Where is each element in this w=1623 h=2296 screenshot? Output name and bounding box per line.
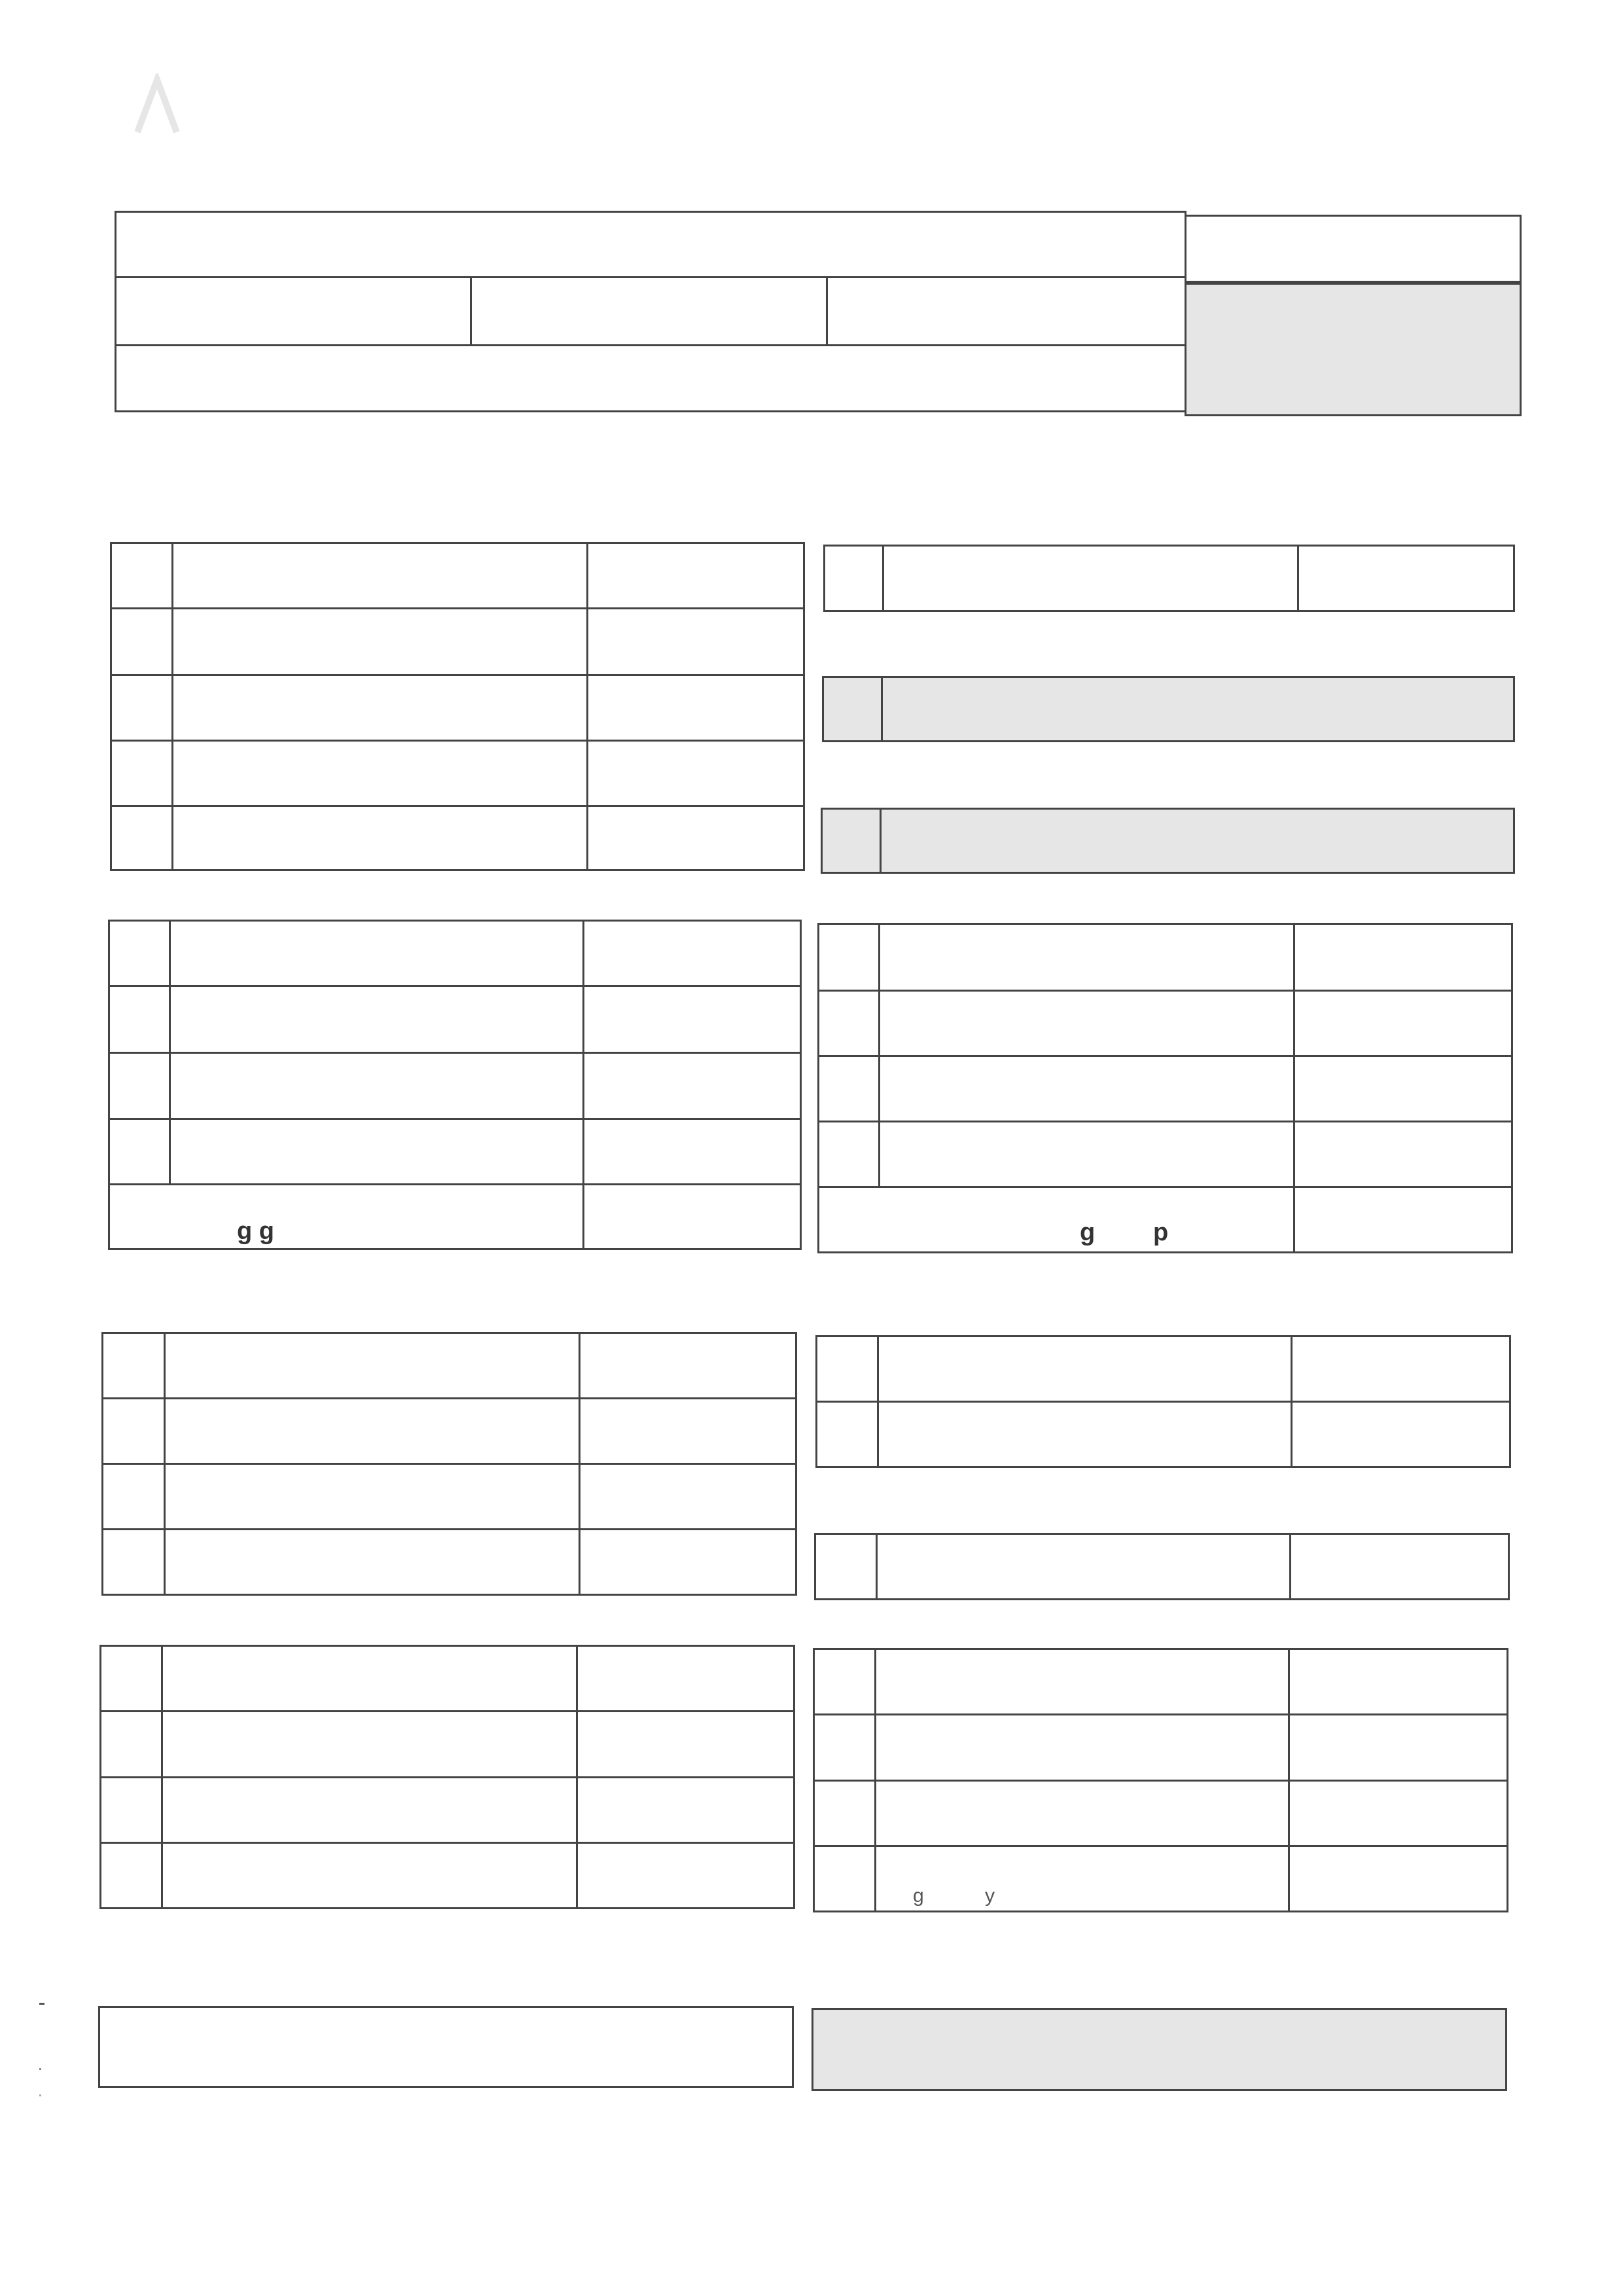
table-row-divider <box>815 1401 1511 1403</box>
table-3-right-b-num-col <box>876 1533 878 1600</box>
table-row-divider <box>813 1780 1508 1782</box>
table-1-left-num-col <box>171 542 173 871</box>
reference-field[interactable] <box>1185 215 1522 283</box>
margin-mark <box>39 2068 41 2070</box>
office-use-shaded-box-bottom <box>812 2008 1507 2091</box>
stray-letters: g g <box>237 1217 274 1245</box>
table-1-right-answer-col <box>1297 545 1299 612</box>
table-row-divider <box>813 1713 1508 1715</box>
table-row-divider <box>101 1463 797 1465</box>
margin-mark <box>39 2003 45 2005</box>
identity-col-divider-1 <box>470 276 472 344</box>
table-row-divider <box>108 1183 802 1185</box>
stray-letter: g <box>1080 1219 1096 1246</box>
identity-row-divider-2 <box>115 344 1186 346</box>
shaded-row-2 <box>821 808 1515 874</box>
table-3-right-b <box>814 1533 1510 1600</box>
table-row-divider <box>99 1842 795 1844</box>
table-row-divider <box>108 1118 802 1120</box>
table-row-divider <box>817 1186 1513 1188</box>
identity-box <box>115 211 1186 412</box>
table-2-left-answer-col <box>582 920 584 1250</box>
table-row-divider <box>101 1528 797 1530</box>
table-row-divider <box>817 1121 1513 1122</box>
table-row-divider <box>110 674 805 676</box>
shaded-row-1 <box>822 676 1515 742</box>
table-row-divider <box>99 1710 795 1712</box>
shaded-row-1-num-col <box>881 676 883 742</box>
office-use-shaded-box <box>1185 283 1522 416</box>
table-2-right <box>817 923 1513 1253</box>
signature-box[interactable] <box>98 2006 794 2088</box>
logo-mark-icon <box>131 73 183 139</box>
margin-mark <box>39 2094 41 2096</box>
table-3-right-b-answer-col <box>1289 1533 1291 1600</box>
table-1-left-answer-col <box>586 542 588 871</box>
table-row-divider <box>108 985 802 987</box>
table-row-divider <box>817 1055 1513 1057</box>
table-2-right-answer-col <box>1293 923 1295 1253</box>
table-2-left <box>108 920 802 1250</box>
table-row-divider <box>99 1776 795 1778</box>
stray-letter: y <box>985 1885 995 1907</box>
table-row-divider <box>110 740 805 742</box>
table-1-left <box>110 542 805 871</box>
table-row-divider <box>110 805 805 807</box>
identity-row-divider-1 <box>115 276 1186 278</box>
stray-letter: p <box>1153 1219 1169 1246</box>
identity-col-divider-2 <box>826 276 828 344</box>
stray-letter: g <box>913 1885 924 1907</box>
table-row-divider <box>101 1397 797 1399</box>
table-1-right <box>823 545 1515 612</box>
table-1-right-num-col <box>882 545 884 612</box>
shaded-row-2-num-col <box>880 808 882 874</box>
table-row-divider <box>813 1845 1508 1847</box>
table-row-divider <box>817 990 1513 992</box>
table-row-divider <box>108 1052 802 1054</box>
table-row-divider <box>110 607 805 609</box>
